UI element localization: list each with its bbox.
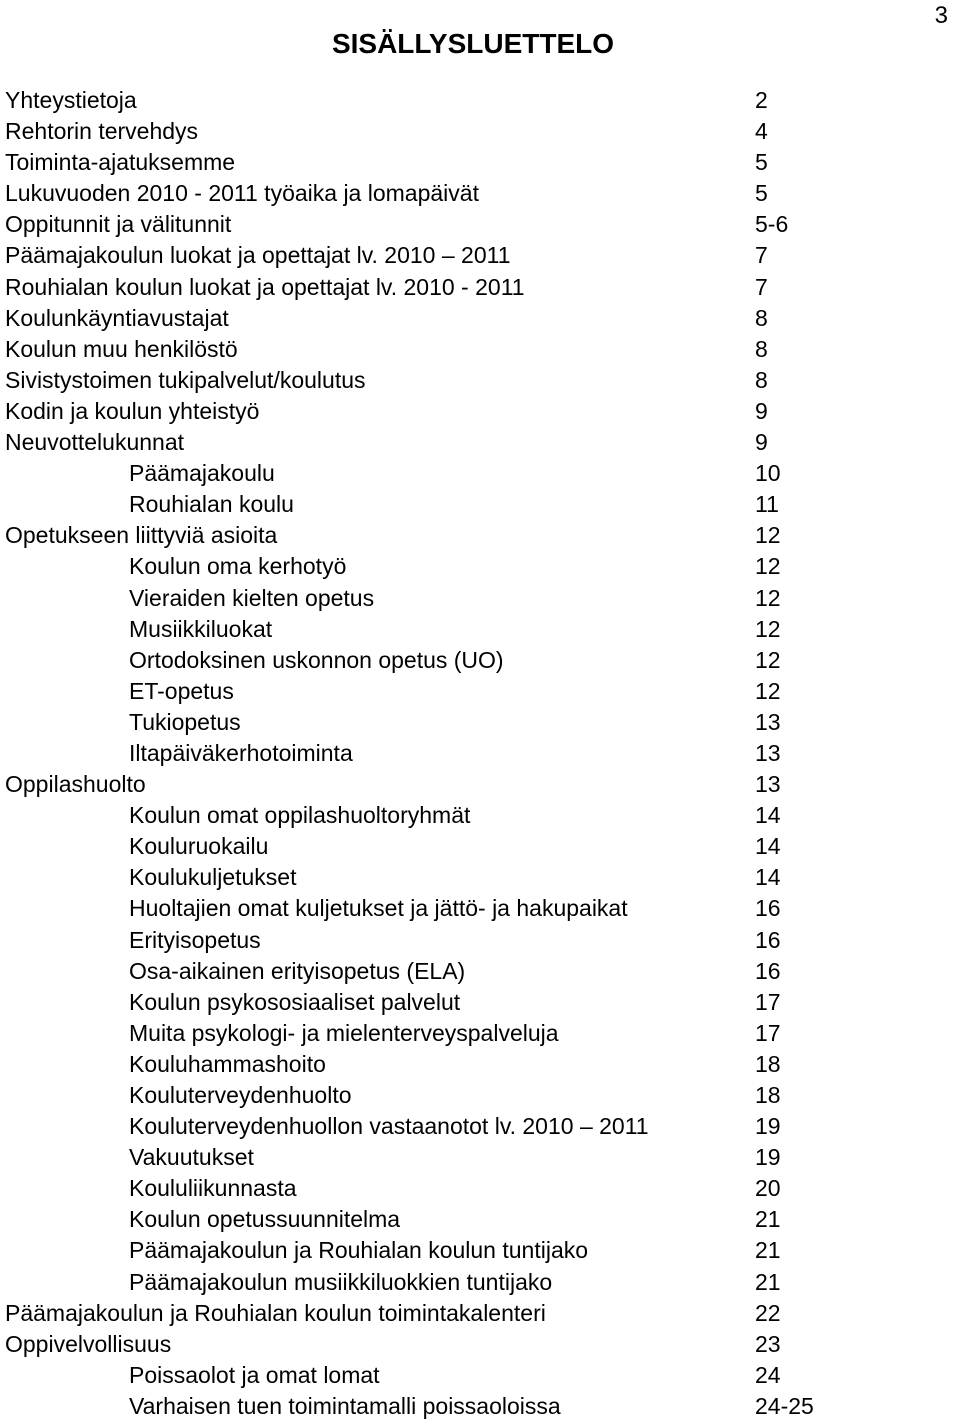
toc-entry	[5, 116, 945, 147]
toc-entry-label: Ortodoksinen uskonnon opetus (UO)	[129, 646, 504, 673]
toc-entry-page: 13	[755, 708, 781, 735]
toc-entry-page: 14	[755, 833, 781, 860]
toc-entry-label: Koulun oma kerhotyö	[129, 553, 347, 580]
toc-entry-label: Kouluterveydenhuollon vastaanotot lv. 2010 – 2011	[129, 1113, 649, 1140]
toc-entry-page: 20	[755, 1175, 781, 1202]
toc-entry-page: 2	[755, 87, 768, 113]
toc-entry-label: Oppivelvollisuus	[5, 1330, 172, 1357]
toc-entry-page: 5	[755, 180, 768, 207]
toc-entry	[5, 893, 945, 924]
toc-entry-label: Päämajakoulun luokat ja opettajat lv. 2010 – 2011	[5, 242, 511, 269]
toc-entry	[5, 178, 945, 209]
toc-entry	[5, 1080, 945, 1111]
toc-entry-label: Päämajakoulu	[129, 460, 275, 487]
toc-entry-label: Rehtorin tervehdys	[5, 118, 199, 145]
toc-entry	[5, 303, 945, 334]
toc-entry	[5, 707, 945, 738]
toc-entry	[5, 1298, 945, 1329]
toc-entry-label: Päämajakoulun musiikkiluokkien tuntijako	[129, 1268, 553, 1295]
toc-entry-label: Vakuutukset	[129, 1144, 254, 1171]
toc-entry	[5, 1360, 945, 1391]
toc-entry-page: 7	[755, 273, 768, 300]
toc-entry	[5, 1235, 945, 1266]
toc-entry-page: 16	[755, 895, 781, 922]
toc-entry-page: 12	[755, 553, 781, 580]
toc-entry	[5, 520, 945, 551]
toc-entry	[5, 769, 945, 800]
toc-entry-label: Kouluterveydenhuolto	[129, 1082, 352, 1108]
toc-entry-page: 23	[755, 1330, 781, 1357]
toc-entry	[5, 1018, 945, 1049]
toc-entry-label: Rouhialan koulun luokat ja opettajat lv. 2010 - 2011	[5, 273, 525, 300]
toc-entry-label: Kodin ja koulun yhteistyö	[5, 397, 260, 424]
toc-entry	[5, 614, 945, 645]
toc-entry-label: Oppitunnit ja välitunnit	[5, 211, 232, 238]
toc-entry-page: 12	[755, 615, 781, 642]
toc-entry	[5, 831, 945, 862]
toc-entry	[5, 427, 945, 458]
toc-entry	[5, 551, 945, 582]
toc-entry-label: Osa-aikainen erityisopetus (ELA)	[129, 957, 466, 984]
toc-entry-page: 8	[755, 335, 768, 362]
toc-entry	[5, 738, 945, 769]
toc-entry-label: Koulun psykososiaaliset palvelut	[129, 988, 461, 1015]
table-of-contents	[5, 85, 945, 1422]
toc-entry-page: 22	[755, 1299, 781, 1326]
toc-entry-label: Neuvottelukunnat	[5, 429, 185, 456]
toc-entry-page: 19	[755, 1144, 781, 1171]
toc-entry	[5, 209, 945, 240]
toc-entry-page: 8	[755, 366, 768, 393]
toc-entry-label: Koulunkäyntiavustajat	[5, 304, 229, 331]
toc-entry-page: 17	[755, 1019, 781, 1046]
toc-entry-page: 13	[755, 771, 781, 798]
toc-entry	[5, 676, 945, 707]
toc-entry-label: Koulun omat oppilashuoltoryhmät	[129, 802, 471, 829]
toc-entry-page: 16	[755, 926, 781, 953]
toc-entry-label: Päämajakoulun ja Rouhialan koulun toimintakalenteri	[5, 1299, 546, 1326]
toc-entry-page: 24	[755, 1361, 781, 1388]
toc-entry-label: Koululiikunnasta	[129, 1175, 297, 1202]
toc-entry-label: Iltapäiväkerhotoiminta	[129, 739, 353, 766]
toc-entry-page: 19	[755, 1113, 781, 1140]
page-number: 3	[934, 2, 948, 29]
toc-entry-page: 9	[755, 397, 768, 424]
toc-entry-page: 24-25	[755, 1392, 814, 1419]
toc-entry	[5, 862, 945, 893]
toc-entry-label: Huoltajien omat kuljetukset ja jättö- ja hakupaikat	[129, 895, 628, 922]
toc-entry-label: Vieraiden kielten opetus	[129, 584, 375, 611]
toc-entry-page: 5-6	[755, 211, 789, 238]
toc-entry-label: Erityisopetus	[129, 926, 261, 953]
toc-entry	[5, 85, 945, 116]
toc-entry-label: Rouhialan koulu	[129, 491, 294, 518]
toc-entry-page: 9	[755, 429, 768, 456]
toc-entry-page: 21	[755, 1268, 781, 1295]
toc-entry	[5, 334, 945, 365]
toc-entry-page: 14	[755, 802, 781, 829]
toc-entry	[5, 800, 945, 831]
toc-entry-page: 18	[755, 1082, 781, 1108]
toc-entry	[5, 365, 945, 396]
page-title: SISÄLLYSLUETTELO	[331, 28, 615, 59]
toc-entry-label: Yhteystietoja	[5, 87, 137, 113]
toc-entry-page: 7	[755, 242, 768, 269]
toc-entry-label: Muita psykologi- ja mielenterveyspalveluja	[129, 1019, 559, 1046]
toc-entry-label: Lukuvuoden 2010 - 2011 työaika ja lomapäivät	[5, 180, 479, 207]
toc-entry-page: 21	[755, 1237, 781, 1264]
toc-entry-label: Koulun opetussuunnitelma	[129, 1206, 401, 1233]
toc-entry-page: 8	[755, 304, 768, 331]
toc-entry-label: Päämajakoulun ja Rouhialan koulun tuntijako	[129, 1237, 589, 1264]
toc-entry-label: Musiikkiluokat	[129, 615, 273, 642]
toc-entry	[5, 1142, 945, 1173]
toc-entry-label: Tukiopetus	[129, 708, 241, 735]
toc-entry-page: 13	[755, 739, 781, 766]
toc-entry-label: Poissaolot ja omat lomat	[129, 1361, 380, 1388]
toc-entry	[5, 1391, 945, 1422]
toc-entry-label: Kouluruokailu	[129, 833, 269, 860]
toc-entry	[5, 272, 945, 303]
toc-entry	[5, 1111, 945, 1142]
toc-entry-page: 17	[755, 988, 781, 1015]
toc-entry-page: 4	[755, 118, 768, 145]
toc-entry	[5, 925, 945, 956]
toc-entry	[5, 1329, 945, 1360]
toc-entry	[5, 1204, 945, 1235]
toc-entry	[5, 458, 945, 489]
toc-entry-label: ET-opetus	[129, 677, 234, 704]
toc-entry-page: 18	[755, 1050, 781, 1077]
toc-entry	[5, 987, 945, 1018]
toc-entry	[5, 1049, 945, 1080]
toc-entry	[5, 240, 945, 271]
toc-entry-page: 12	[755, 677, 781, 704]
toc-entry-label: Koulun muu henkilöstö	[5, 335, 238, 362]
toc-entry-page: 12	[755, 646, 781, 673]
toc-entry-label: Sivistystoimen tukipalvelut/koulutus	[5, 366, 366, 393]
toc-entry-label: Varhaisen tuen toimintamalli poissaoloissa	[129, 1392, 561, 1419]
toc-entry-label: Kouluhammashoito	[129, 1050, 326, 1077]
toc-entry-page: 14	[755, 864, 781, 891]
toc-entry	[5, 1173, 945, 1204]
toc-entry-page: 21	[755, 1206, 781, 1233]
toc-entry-label: Opetukseen liittyviä asioita	[5, 522, 278, 549]
toc-entry	[5, 1267, 945, 1298]
toc-entry-page: 10	[755, 460, 781, 487]
toc-entry	[5, 396, 945, 427]
toc-entry	[5, 956, 945, 987]
toc-entry	[5, 645, 945, 676]
toc-entry-label: Oppilashuolto	[5, 771, 146, 798]
toc-entry-page: 11	[755, 491, 779, 518]
toc-entry-label: Toiminta-ajatuksemme	[5, 149, 236, 176]
toc-entry	[5, 147, 945, 178]
toc-entry	[5, 489, 945, 520]
toc-entry-page: 12	[755, 522, 781, 549]
toc-entry-page: 12	[755, 584, 781, 611]
toc-entry-page: 16	[755, 957, 781, 984]
toc-entry-label: Koulukuljetukset	[129, 864, 297, 891]
toc-entry	[5, 583, 945, 614]
toc-entry-page: 5	[755, 149, 768, 176]
